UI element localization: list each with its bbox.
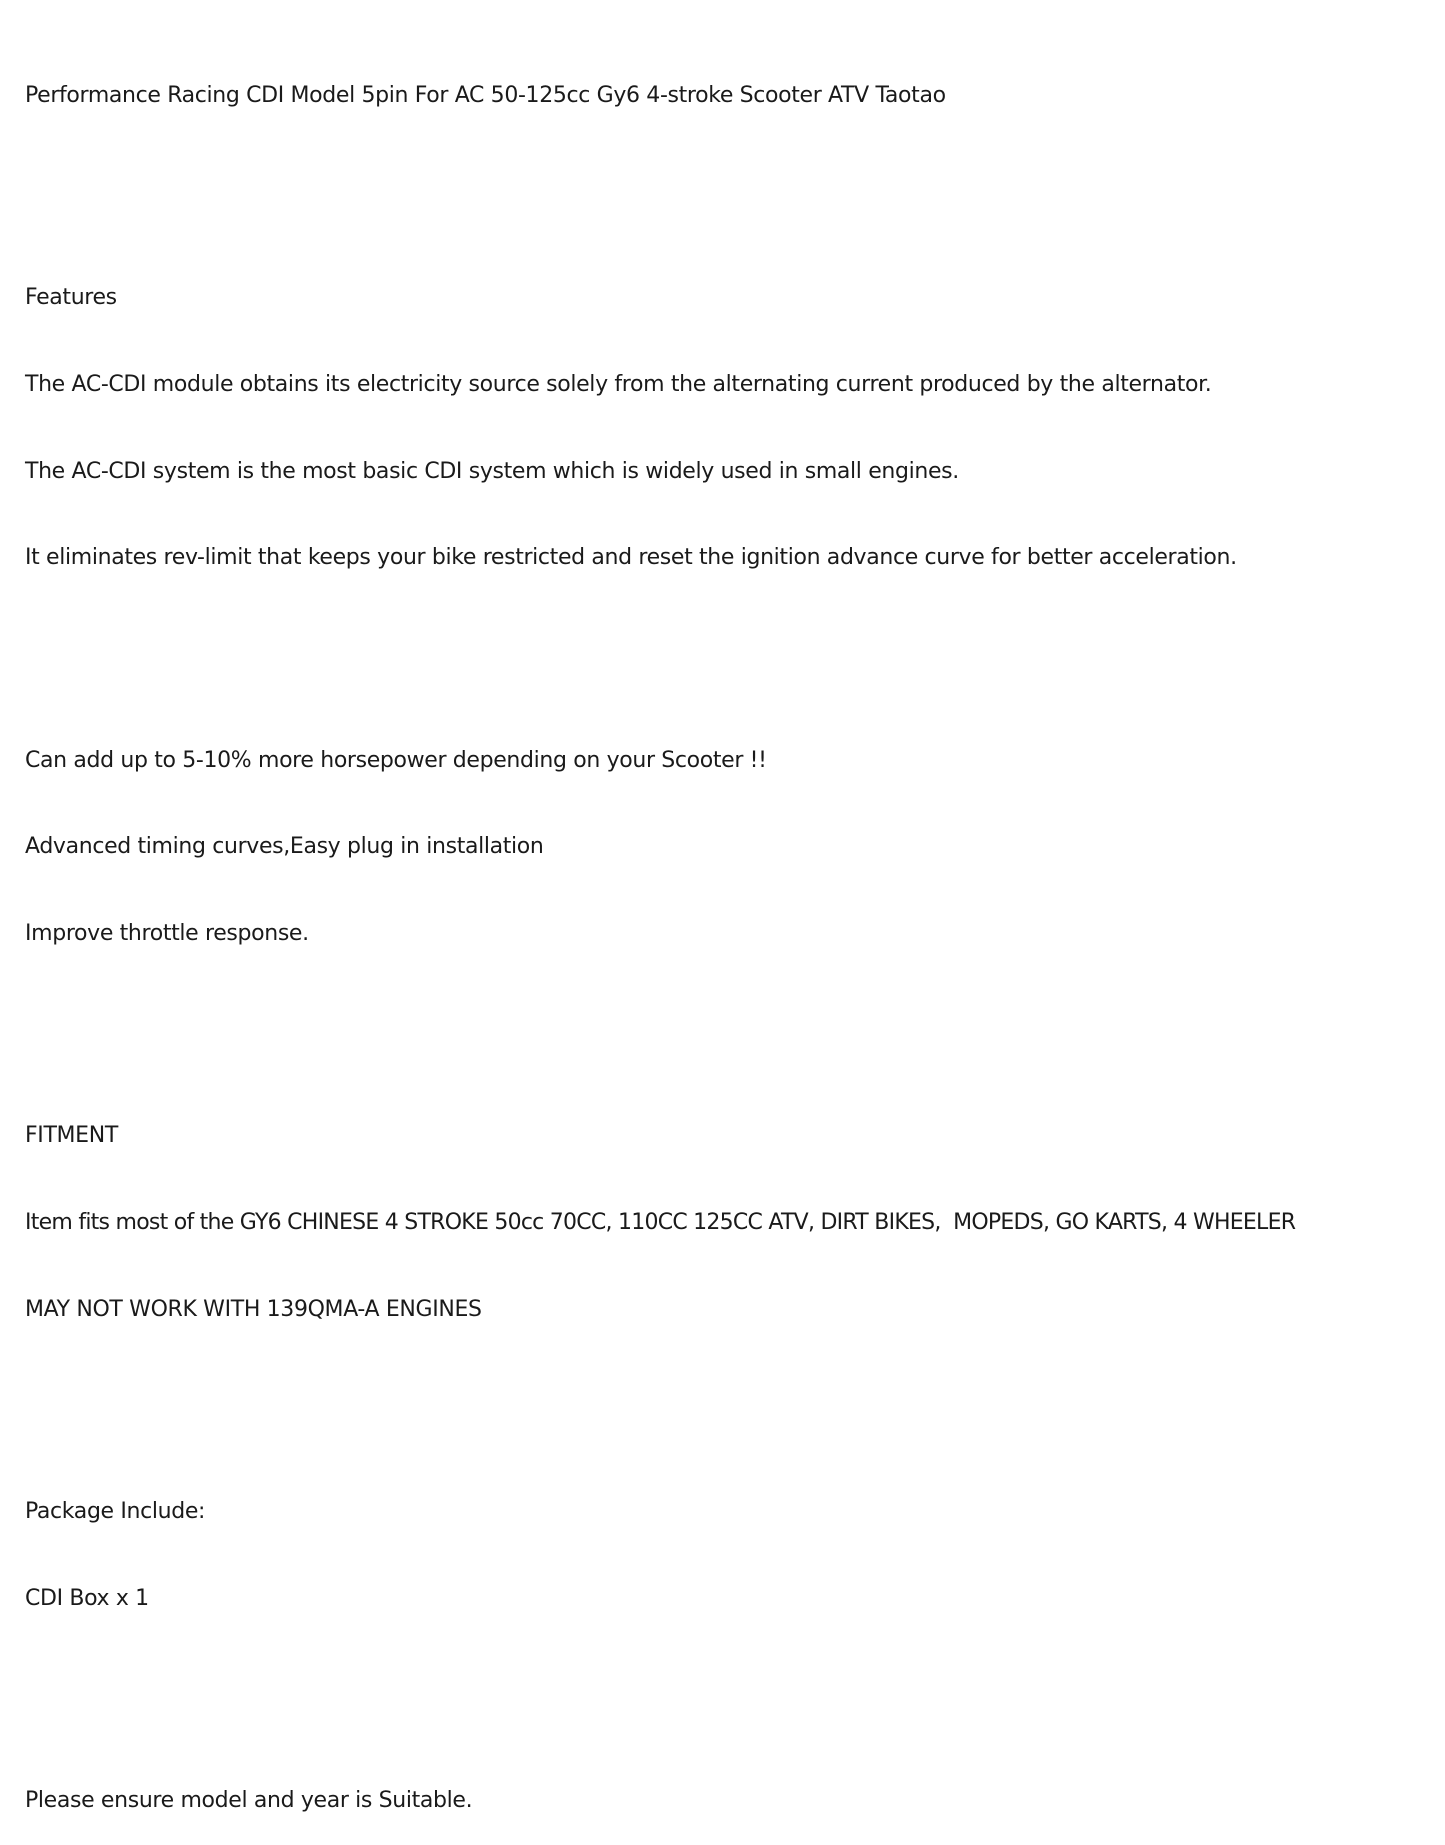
- spacer: [25, 1671, 1437, 1700]
- spacer: [25, 1382, 1437, 1411]
- product-title: Performance Racing CDI Model 5pin For AC 50-125cc Gy6 4-stroke Scooter ATV Taotao: [25, 82, 946, 108]
- package-heading: Package Include:: [25, 1498, 206, 1524]
- benefit-line: Improve throttle response.: [25, 920, 309, 946]
- notice-text: Please ensure model and year is Suitable.: [25, 1788, 473, 1813]
- fitment-heading: FITMENT: [25, 1123, 118, 1149]
- spacer: [25, 169, 1437, 198]
- benefit-line: Can add up to 5-10% more horsepower depending on your Scooter !!: [25, 747, 767, 773]
- feature-line: The AC-CDI module obtains its electricity source solely from the alternating current produced by the alternator.: [25, 371, 1212, 397]
- fitment-line: Item fits most of the GY6 CHINESE 4 STROKE 50cc 70CC, 110CC 125CC ATV, DIRT BIKES, MOPEDS, GO KARTS, 4 WHEELER: [25, 1209, 1296, 1235]
- package-line: CDI Box x 1: [25, 1585, 149, 1611]
- spacer: [25, 1007, 1437, 1036]
- feature-line: It eliminates rev-limit that keeps your bike restricted and reset the ignition advance curve for better acceleration.: [25, 545, 1237, 571]
- benefit-line: Advanced timing curves,Easy plug in installation: [25, 834, 544, 860]
- product-description: [25, 24, 1437, 1845]
- feature-line: The AC-CDI system is the most basic CDI system which is widely used in small engines.: [25, 458, 959, 484]
- fitment-line: MAY NOT WORK WITH 139QMA-A ENGINES: [25, 1296, 482, 1322]
- features-heading: Features: [25, 285, 117, 311]
- spacer: [25, 631, 1437, 660]
